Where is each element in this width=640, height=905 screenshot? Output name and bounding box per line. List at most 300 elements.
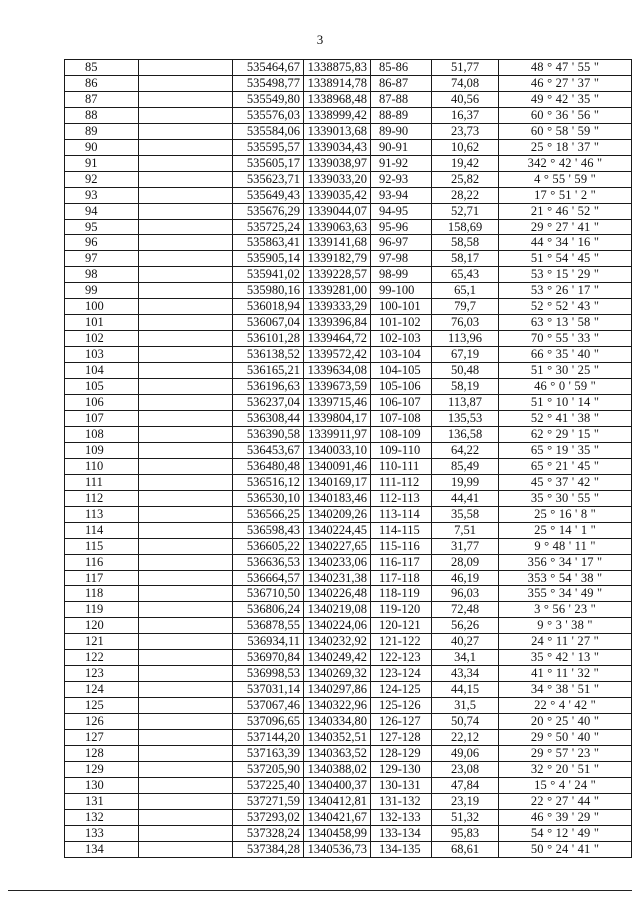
segment-cell: 126-127 [371,714,432,730]
blank-cell [139,410,233,426]
point-number-cell: 115 [65,538,139,554]
x-coordinate-cell: 535584,06 [233,123,304,139]
segment-cell: 89-90 [371,123,432,139]
point-number-cell: 120 [65,618,139,634]
y-coordinate-cell: 1339063,63 [304,219,371,235]
point-number-cell: 98 [65,267,139,283]
point-number-cell: 111 [65,474,139,490]
y-coordinate-cell: 1339035,42 [304,187,371,203]
segment-cell: 106-107 [371,395,432,411]
point-number-cell: 124 [65,682,139,698]
blank-cell [139,841,233,857]
blank-cell [139,299,233,315]
blank-cell [139,761,233,777]
point-number-cell: 97 [65,251,139,267]
length-cell: 76,03 [432,315,499,331]
segment-cell: 114-115 [371,522,432,538]
point-number-cell: 128 [65,745,139,761]
blank-cell [139,506,233,522]
point-number-cell: 104 [65,363,139,379]
segment-cell: 127-128 [371,730,432,746]
table-row [65,538,632,554]
x-coordinate-cell: 536453,67 [233,442,304,458]
bearing-cell: 20 ° 25 ' 40 " [499,714,632,730]
length-cell: 96,03 [432,586,499,602]
length-cell: 23,08 [432,761,499,777]
blank-cell [139,538,233,554]
x-coordinate-cell: 536101,28 [233,331,304,347]
table-row [65,522,632,538]
y-coordinate-cell: 1339228,57 [304,267,371,283]
table-row [65,841,632,857]
length-cell: 113,96 [432,331,499,347]
segment-cell: 111-112 [371,474,432,490]
point-number-cell: 86 [65,75,139,91]
blank-cell [139,363,233,379]
length-cell: 65,1 [432,283,499,299]
segment-cell: 90-91 [371,139,432,155]
length-cell: 56,26 [432,618,499,634]
x-coordinate-cell: 536067,04 [233,315,304,331]
table-row [65,267,632,283]
y-coordinate-cell: 1340091,46 [304,458,371,474]
blank-cell [139,267,233,283]
length-cell: 34,1 [432,650,499,666]
length-cell: 35,58 [432,506,499,522]
table-row [65,123,632,139]
x-coordinate-cell: 536566,25 [233,506,304,522]
y-coordinate-cell: 1340334,80 [304,714,371,730]
y-coordinate-cell: 1340183,46 [304,490,371,506]
bearing-cell: 51 ° 10 ' 14 " [499,395,632,411]
blank-cell [139,618,233,634]
bearing-cell: 65 ° 21 ' 45 " [499,458,632,474]
x-coordinate-cell: 537225,40 [233,777,304,793]
x-coordinate-cell: 537293,02 [233,809,304,825]
bearing-cell: 46 ° 0 ' 59 " [499,379,632,395]
point-number-cell: 100 [65,299,139,315]
bearing-cell: 29 ° 27 ' 41 " [499,219,632,235]
x-coordinate-cell: 535941,02 [233,267,304,283]
x-coordinate-cell: 537096,65 [233,714,304,730]
point-number-cell: 90 [65,139,139,155]
blank-cell [139,490,233,506]
bearing-cell: 51 ° 54 ' 45 " [499,251,632,267]
y-coordinate-cell: 1339804,17 [304,410,371,426]
segment-cell: 113-114 [371,506,432,522]
table-row [65,426,632,442]
y-coordinate-cell: 1339572,42 [304,347,371,363]
point-number-cell: 123 [65,666,139,682]
table-row [65,315,632,331]
y-coordinate-cell: 1338875,83 [304,60,371,76]
segment-cell: 115-116 [371,538,432,554]
bearing-cell: 34 ° 38 ' 51 " [499,682,632,698]
segment-cell: 117-118 [371,570,432,586]
point-number-cell: 131 [65,793,139,809]
x-coordinate-cell: 536530,10 [233,490,304,506]
x-coordinate-cell: 536605,22 [233,538,304,554]
footer-rule [8,890,632,891]
length-cell: 72,48 [432,602,499,618]
point-number-cell: 133 [65,825,139,841]
bearing-cell: 63 ° 13 ' 58 " [499,315,632,331]
x-coordinate-cell: 535676,29 [233,203,304,219]
segment-cell: 108-109 [371,426,432,442]
x-coordinate-cell: 535980,16 [233,283,304,299]
segment-cell: 103-104 [371,347,432,363]
blank-cell [139,379,233,395]
table-row [65,586,632,602]
y-coordinate-cell: 1340169,17 [304,474,371,490]
segment-cell: 93-94 [371,187,432,203]
segment-cell: 122-123 [371,650,432,666]
blank-cell [139,203,233,219]
x-coordinate-cell: 536237,04 [233,395,304,411]
table-row [65,777,632,793]
table-row [65,187,632,203]
length-cell: 16,37 [432,107,499,123]
blank-cell [139,666,233,682]
y-coordinate-cell: 1340297,86 [304,682,371,698]
x-coordinate-cell: 537384,28 [233,841,304,857]
x-coordinate-cell: 536480,48 [233,458,304,474]
table-row [65,698,632,714]
table-row [65,666,632,682]
length-cell: 28,09 [432,554,499,570]
y-coordinate-cell: 1340231,38 [304,570,371,586]
bearing-cell: 53 ° 15 ' 29 " [499,267,632,283]
length-cell: 50,48 [432,363,499,379]
x-coordinate-cell: 537067,46 [233,698,304,714]
bearing-cell: 25 ° 18 ' 37 " [499,139,632,155]
table-row [65,379,632,395]
page-number: 3 [316,32,324,47]
bearing-cell: 52 ° 52 ' 43 " [499,299,632,315]
y-coordinate-cell: 1339634,08 [304,363,371,379]
segment-cell: 119-120 [371,602,432,618]
blank-cell [139,602,233,618]
point-number-cell: 105 [65,379,139,395]
bearing-cell: 35 ° 42 ' 13 " [499,650,632,666]
bearing-cell: 342 ° 42 ' 46 " [499,155,632,171]
y-coordinate-cell: 1339013,68 [304,123,371,139]
x-coordinate-cell: 537031,14 [233,682,304,698]
segment-cell: 97-98 [371,251,432,267]
y-coordinate-cell: 1340227,65 [304,538,371,554]
x-coordinate-cell: 536196,63 [233,379,304,395]
bearing-cell: 52 ° 41 ' 38 " [499,410,632,426]
y-coordinate-cell: 1339038,97 [304,155,371,171]
length-cell: 67,19 [432,347,499,363]
segment-cell: 88-89 [371,107,432,123]
point-number-cell: 114 [65,522,139,538]
segment-cell: 95-96 [371,219,432,235]
bearing-cell: 22 ° 27 ' 44 " [499,793,632,809]
x-coordinate-cell: 535576,03 [233,107,304,123]
x-coordinate-cell: 537163,39 [233,745,304,761]
segment-cell: 99-100 [371,283,432,299]
blank-cell [139,714,233,730]
y-coordinate-cell: 1340412,81 [304,793,371,809]
length-cell: 31,5 [432,698,499,714]
table-row [65,682,632,698]
table-row [65,714,632,730]
point-number-cell: 125 [65,698,139,714]
table-row [65,570,632,586]
segment-cell: 110-111 [371,458,432,474]
point-number-cell: 102 [65,331,139,347]
length-cell: 135,53 [432,410,499,426]
blank-cell [139,107,233,123]
y-coordinate-cell: 1340233,06 [304,554,371,570]
point-number-cell: 106 [65,395,139,411]
x-coordinate-cell: 537144,20 [233,730,304,746]
length-cell: 68,61 [432,841,499,857]
y-coordinate-cell: 1338999,42 [304,107,371,123]
blank-cell [139,283,233,299]
point-number-cell: 117 [65,570,139,586]
table-row [65,251,632,267]
point-number-cell: 88 [65,107,139,123]
bearing-cell: 25 ° 14 ' 1 " [499,522,632,538]
x-coordinate-cell: 536998,53 [233,666,304,682]
table-row [65,506,632,522]
segment-cell: 101-102 [371,315,432,331]
table-row [65,235,632,251]
segment-cell: 123-124 [371,666,432,682]
segment-cell: 86-87 [371,75,432,91]
bearing-cell: 4 ° 55 ' 59 " [499,171,632,187]
x-coordinate-cell: 536516,12 [233,474,304,490]
segment-cell: 91-92 [371,155,432,171]
table-row [65,299,632,315]
y-coordinate-cell: 1338968,48 [304,91,371,107]
x-coordinate-cell: 536018,94 [233,299,304,315]
point-number-cell: 126 [65,714,139,730]
length-cell: 7,51 [432,522,499,538]
point-number-cell: 113 [65,506,139,522]
length-cell: 50,74 [432,714,499,730]
blank-cell [139,730,233,746]
segment-cell: 96-97 [371,235,432,251]
bearing-cell: 45 ° 37 ' 42 " [499,474,632,490]
x-coordinate-cell: 535549,80 [233,91,304,107]
table-row [65,618,632,634]
y-coordinate-cell: 1339911,97 [304,426,371,442]
length-cell: 113,87 [432,395,499,411]
blank-cell [139,139,233,155]
bearing-cell: 35 ° 30 ' 55 " [499,490,632,506]
segment-cell: 120-121 [371,618,432,634]
point-number-cell: 93 [65,187,139,203]
length-cell: 51,32 [432,809,499,825]
table-row [65,395,632,411]
length-cell: 136,58 [432,426,499,442]
table-row [65,363,632,379]
x-coordinate-cell: 535498,77 [233,75,304,91]
point-number-cell: 91 [65,155,139,171]
x-coordinate-cell: 536970,84 [233,650,304,666]
segment-cell: 124-125 [371,682,432,698]
x-coordinate-cell: 535725,24 [233,219,304,235]
length-cell: 52,71 [432,203,499,219]
y-coordinate-cell: 1340322,96 [304,698,371,714]
bearing-cell: 3 ° 56 ' 23 " [499,602,632,618]
y-coordinate-cell: 1340269,32 [304,666,371,682]
segment-cell: 102-103 [371,331,432,347]
length-cell: 40,56 [432,91,499,107]
length-cell: 58,17 [432,251,499,267]
x-coordinate-cell: 536636,53 [233,554,304,570]
y-coordinate-cell: 1339333,29 [304,299,371,315]
y-coordinate-cell: 1340536,73 [304,841,371,857]
blank-cell [139,458,233,474]
y-coordinate-cell: 1340421,67 [304,809,371,825]
bearing-cell: 355 ° 34 ' 49 " [499,586,632,602]
y-coordinate-cell: 1339673,59 [304,379,371,395]
blank-cell [139,235,233,251]
segment-cell: 109-110 [371,442,432,458]
segment-cell: 105-106 [371,379,432,395]
blank-cell [139,442,233,458]
y-coordinate-cell: 1339464,72 [304,331,371,347]
table-row [65,410,632,426]
length-cell: 95,83 [432,825,499,841]
length-cell: 44,15 [432,682,499,698]
blank-cell [139,809,233,825]
y-coordinate-cell: 1340033,10 [304,442,371,458]
y-coordinate-cell: 1339141,68 [304,235,371,251]
table-row [65,60,632,76]
x-coordinate-cell: 535623,71 [233,171,304,187]
table-row [65,745,632,761]
length-cell: 51,77 [432,60,499,76]
length-cell: 47,84 [432,777,499,793]
bearing-cell: 353 ° 54 ' 38 " [499,570,632,586]
blank-cell [139,698,233,714]
bearing-cell: 46 ° 39 ' 29 " [499,809,632,825]
blank-cell [139,395,233,411]
bearing-cell: 54 ° 12 ' 49 " [499,825,632,841]
table-row [65,730,632,746]
length-cell: 23,19 [432,793,499,809]
bearing-cell: 356 ° 34 ' 17 " [499,554,632,570]
length-cell: 44,41 [432,490,499,506]
table-row [65,761,632,777]
y-coordinate-cell: 1340226,48 [304,586,371,602]
length-cell: 64,22 [432,442,499,458]
x-coordinate-cell: 536664,57 [233,570,304,586]
y-coordinate-cell: 1340400,37 [304,777,371,793]
point-number-cell: 109 [65,442,139,458]
blank-cell [139,650,233,666]
bearing-cell: 21 ° 46 ' 52 " [499,203,632,219]
point-number-cell: 110 [65,458,139,474]
bearing-cell: 70 ° 55 ' 33 " [499,331,632,347]
x-coordinate-cell: 535464,67 [233,60,304,76]
table-row [65,809,632,825]
x-coordinate-cell: 537328,24 [233,825,304,841]
length-cell: 40,27 [432,634,499,650]
segment-cell: 116-117 [371,554,432,570]
segment-cell: 87-88 [371,91,432,107]
segment-cell: 85-86 [371,60,432,76]
blank-cell [139,123,233,139]
bearing-cell: 32 ° 20 ' 51 " [499,761,632,777]
length-cell: 58,58 [432,235,499,251]
table-row [65,219,632,235]
length-cell: 74,08 [432,75,499,91]
table-row [65,203,632,219]
point-number-cell: 122 [65,650,139,666]
x-coordinate-cell: 537205,90 [233,761,304,777]
y-coordinate-cell: 1339715,46 [304,395,371,411]
table-row [65,139,632,155]
blank-cell [139,251,233,267]
table-row [65,650,632,666]
segment-cell: 121-122 [371,634,432,650]
point-number-cell: 101 [65,315,139,331]
blank-cell [139,91,233,107]
bearing-cell: 65 ° 19 ' 35 " [499,442,632,458]
bearing-cell: 49 ° 42 ' 35 " [499,91,632,107]
point-number-cell: 130 [65,777,139,793]
length-cell: 22,12 [432,730,499,746]
length-cell: 19,99 [432,474,499,490]
blank-cell [139,187,233,203]
point-number-cell: 116 [65,554,139,570]
table-row [65,554,632,570]
point-number-cell: 132 [65,809,139,825]
point-number-cell: 129 [65,761,139,777]
y-coordinate-cell: 1340209,26 [304,506,371,522]
y-coordinate-cell: 1340388,02 [304,761,371,777]
x-coordinate-cell: 536390,58 [233,426,304,442]
blank-cell [139,586,233,602]
bearing-cell: 60 ° 36 ' 56 " [499,107,632,123]
point-number-cell: 134 [65,841,139,857]
y-coordinate-cell: 1339396,84 [304,315,371,331]
blank-cell [139,570,233,586]
point-number-cell: 99 [65,283,139,299]
segment-cell: 133-134 [371,825,432,841]
blank-cell [139,426,233,442]
blank-cell [139,634,233,650]
y-coordinate-cell: 1338914,78 [304,75,371,91]
segment-cell: 92-93 [371,171,432,187]
length-cell: 58,19 [432,379,499,395]
bearing-cell: 29 ° 57 ' 23 " [499,745,632,761]
y-coordinate-cell: 1339044,07 [304,203,371,219]
length-cell: 46,19 [432,570,499,586]
table-row [65,634,632,650]
segment-cell: 125-126 [371,698,432,714]
y-coordinate-cell: 1340363,52 [304,745,371,761]
y-coordinate-cell: 1340219,08 [304,602,371,618]
blank-cell [139,554,233,570]
length-cell: 65,43 [432,267,499,283]
segment-cell: 132-133 [371,809,432,825]
length-cell: 79,7 [432,299,499,315]
point-number-cell: 87 [65,91,139,107]
coordinates-table-body [65,60,632,858]
blank-cell [139,522,233,538]
table-row [65,793,632,809]
x-coordinate-cell: 535649,43 [233,187,304,203]
x-coordinate-cell: 536165,21 [233,363,304,379]
bearing-cell: 66 ° 35 ' 40 " [499,347,632,363]
